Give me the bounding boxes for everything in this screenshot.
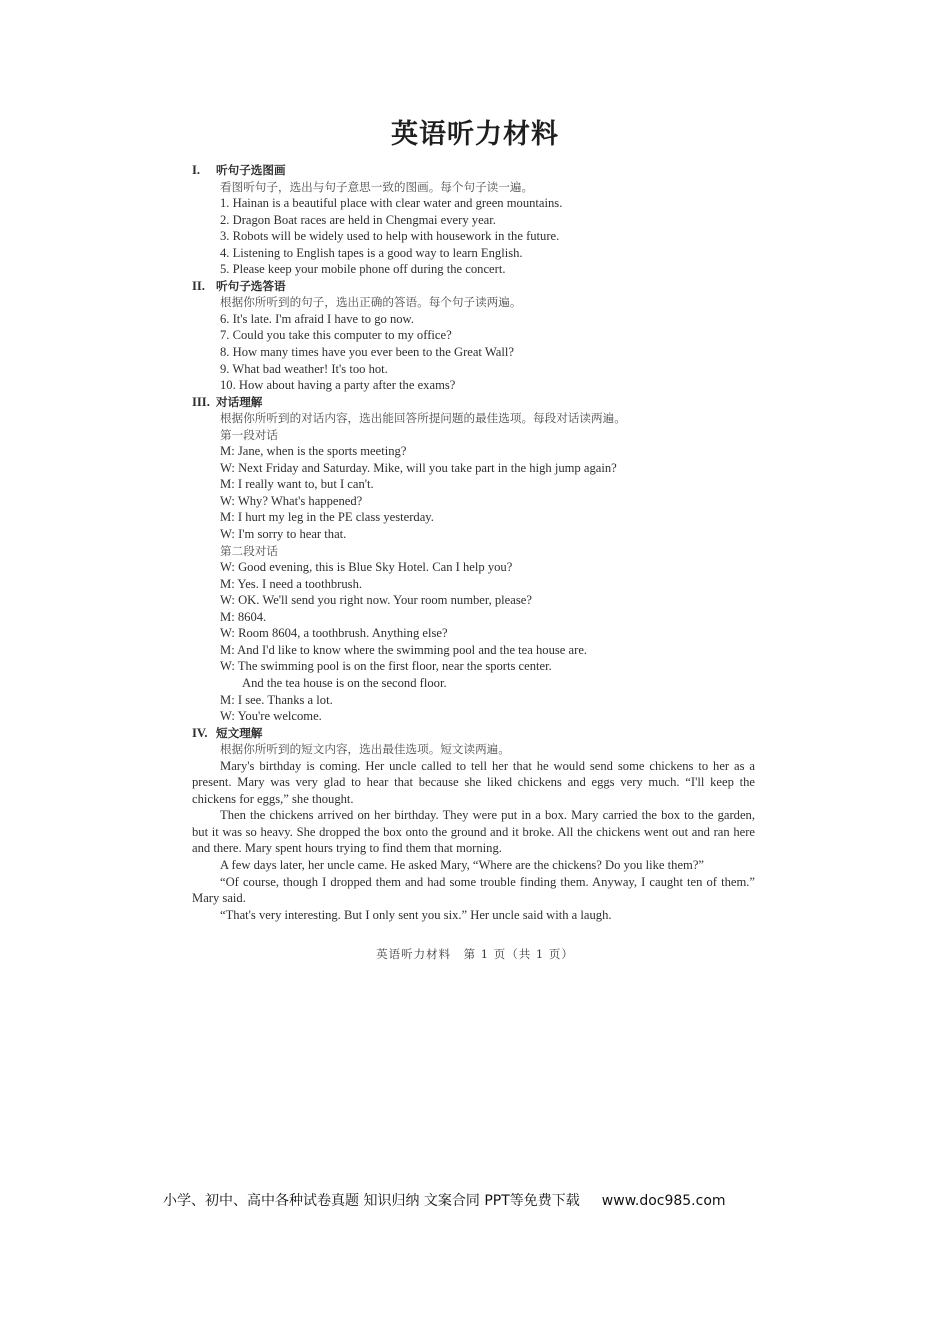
passage-paragraph: A few days later, her uncle came. He asked Mary, “Where are the chickens? Do you like them?” (220, 857, 705, 872)
passage-paragraph: “That's very interesting. But I only sent you six.” Her uncle said with a laugh. (220, 907, 612, 922)
sentence-item: 1. Hainan is a beautiful place with clear water and green mountains. (220, 196, 563, 211)
dialogue-line: W: Good evening, this is Blue Sky Hotel. Can I help you? (220, 560, 513, 575)
bottom-banner (163, 1190, 726, 1210)
dialogue-line: M: I really want to, but I can't. (220, 477, 374, 492)
banner-text: 小学、初中、高中各种试卷真题 知识归纳 文案合同 PPT等免费下载 (163, 1193, 580, 1209)
dialogue-line: M: I hurt my leg in the PE class yesterday. (220, 510, 434, 525)
section-3 (192, 394, 755, 725)
section-1 (192, 162, 755, 278)
sentence-item: 10. How about having a party after the exams? (220, 378, 456, 393)
section-heading: II. 听句子选答语 (192, 278, 286, 293)
section-instruction: 根据你所听到的对话内容，选出能回答所提问题的最佳选项。每段对话读两遍。 (220, 411, 626, 426)
banner-site-link[interactable]: www.doc985.com (601, 1193, 726, 1209)
section-heading: IV. 短文理解 (192, 725, 263, 740)
passage-paragraph: Then the chickens arrived on her birthday. They were put in a box. Mary carried the box to the garden, but it was so heavy. She dropped the box onto the ground and it broke. All the chickens went out and ran here and there. Mary spent hours trying to find them that morning. (192, 808, 755, 856)
section-heading: III. 对话理解 (192, 394, 263, 409)
sentence-item: 8. How many times have you ever been to the Great Wall? (220, 345, 514, 360)
page-number-footer: 英语听力材料 第 1 页（共 1 页） (376, 947, 574, 961)
dialogue-line: M: 8604. (220, 609, 267, 624)
passage-paragraph: “Of course, though I dropped them and had some trouble finding them. Anyway, I caught ten of them.” Mary said. (192, 874, 755, 906)
section-4 (192, 725, 755, 924)
dialogue-line: W: Room 8604, a toothbrush. Anything else? (220, 626, 448, 641)
sentence-item: 4. Listening to English tapes is a good way to learn English. (220, 245, 523, 260)
dialogue-line: W: I'm sorry to hear that. (220, 527, 347, 542)
passage-paragraph: Mary's birthday is coming. Her uncle called to tell her that he would send some chickens to her as a present. Mary was very glad to hear that because she liked chickens and eggs very much. “I'll keep the chickens for eggs,” she thought. (192, 758, 755, 806)
dialogue-line: M: Yes. I need a toothbrush. (220, 576, 363, 591)
sentence-item: 3. Robots will be widely used to help with housework in the future. (220, 229, 560, 244)
dialogue-line: M: I see. Thanks a lot. (220, 692, 333, 707)
section-instruction: 根据你所听到的短文内容，选出最佳选项。短文读两遍。 (220, 742, 510, 757)
dialogue-label: 第一段对话 (220, 427, 278, 442)
dialogue-line: M: Jane, when is the sports meeting? (220, 444, 407, 459)
dialogue-line: W: Next Friday and Saturday. Mike, will you take part in the high jump again? (220, 460, 617, 475)
dialogue-line-continued: And the tea house is on the second floor. (242, 675, 447, 690)
section-heading: I. 听句子选图画 (192, 163, 286, 177)
dialogue-label: 第二段对话 (220, 543, 278, 558)
sentence-item: 7. Could you take this computer to my office? (220, 328, 452, 343)
sentence-item: 9. What bad weather! It's too hot. (220, 361, 388, 376)
document-title: 英语听力材料 (391, 119, 559, 150)
sentence-item: 2. Dragon Boat races are held in Chengmai every year. (220, 212, 496, 227)
section-instruction: 根据你所听到的句子，选出正确的答语。每个句子读两遍。 (220, 295, 522, 310)
dialogue-line: W: Why? What's happened? (220, 493, 363, 508)
sentence-item: 5. Please keep your mobile phone off during the concert. (220, 262, 506, 277)
document-body (192, 162, 755, 923)
section-instruction: 看图听句子，选出与句子意思一致的图画。每个句子读一遍。 (220, 179, 534, 194)
dialogue-line: W: OK. We'll send you right now. Your room number, please? (220, 593, 532, 608)
dialogue-line: W: You're welcome. (220, 709, 322, 724)
section-2 (192, 278, 755, 394)
sentence-item: 6. It's late. I'm afraid I have to go now. (220, 311, 414, 326)
dialogue-line: W: The swimming pool is on the first floor, near the sports center. (220, 659, 552, 674)
dialogue-line: M: And I'd like to know where the swimming pool and the tea house are. (220, 642, 588, 657)
